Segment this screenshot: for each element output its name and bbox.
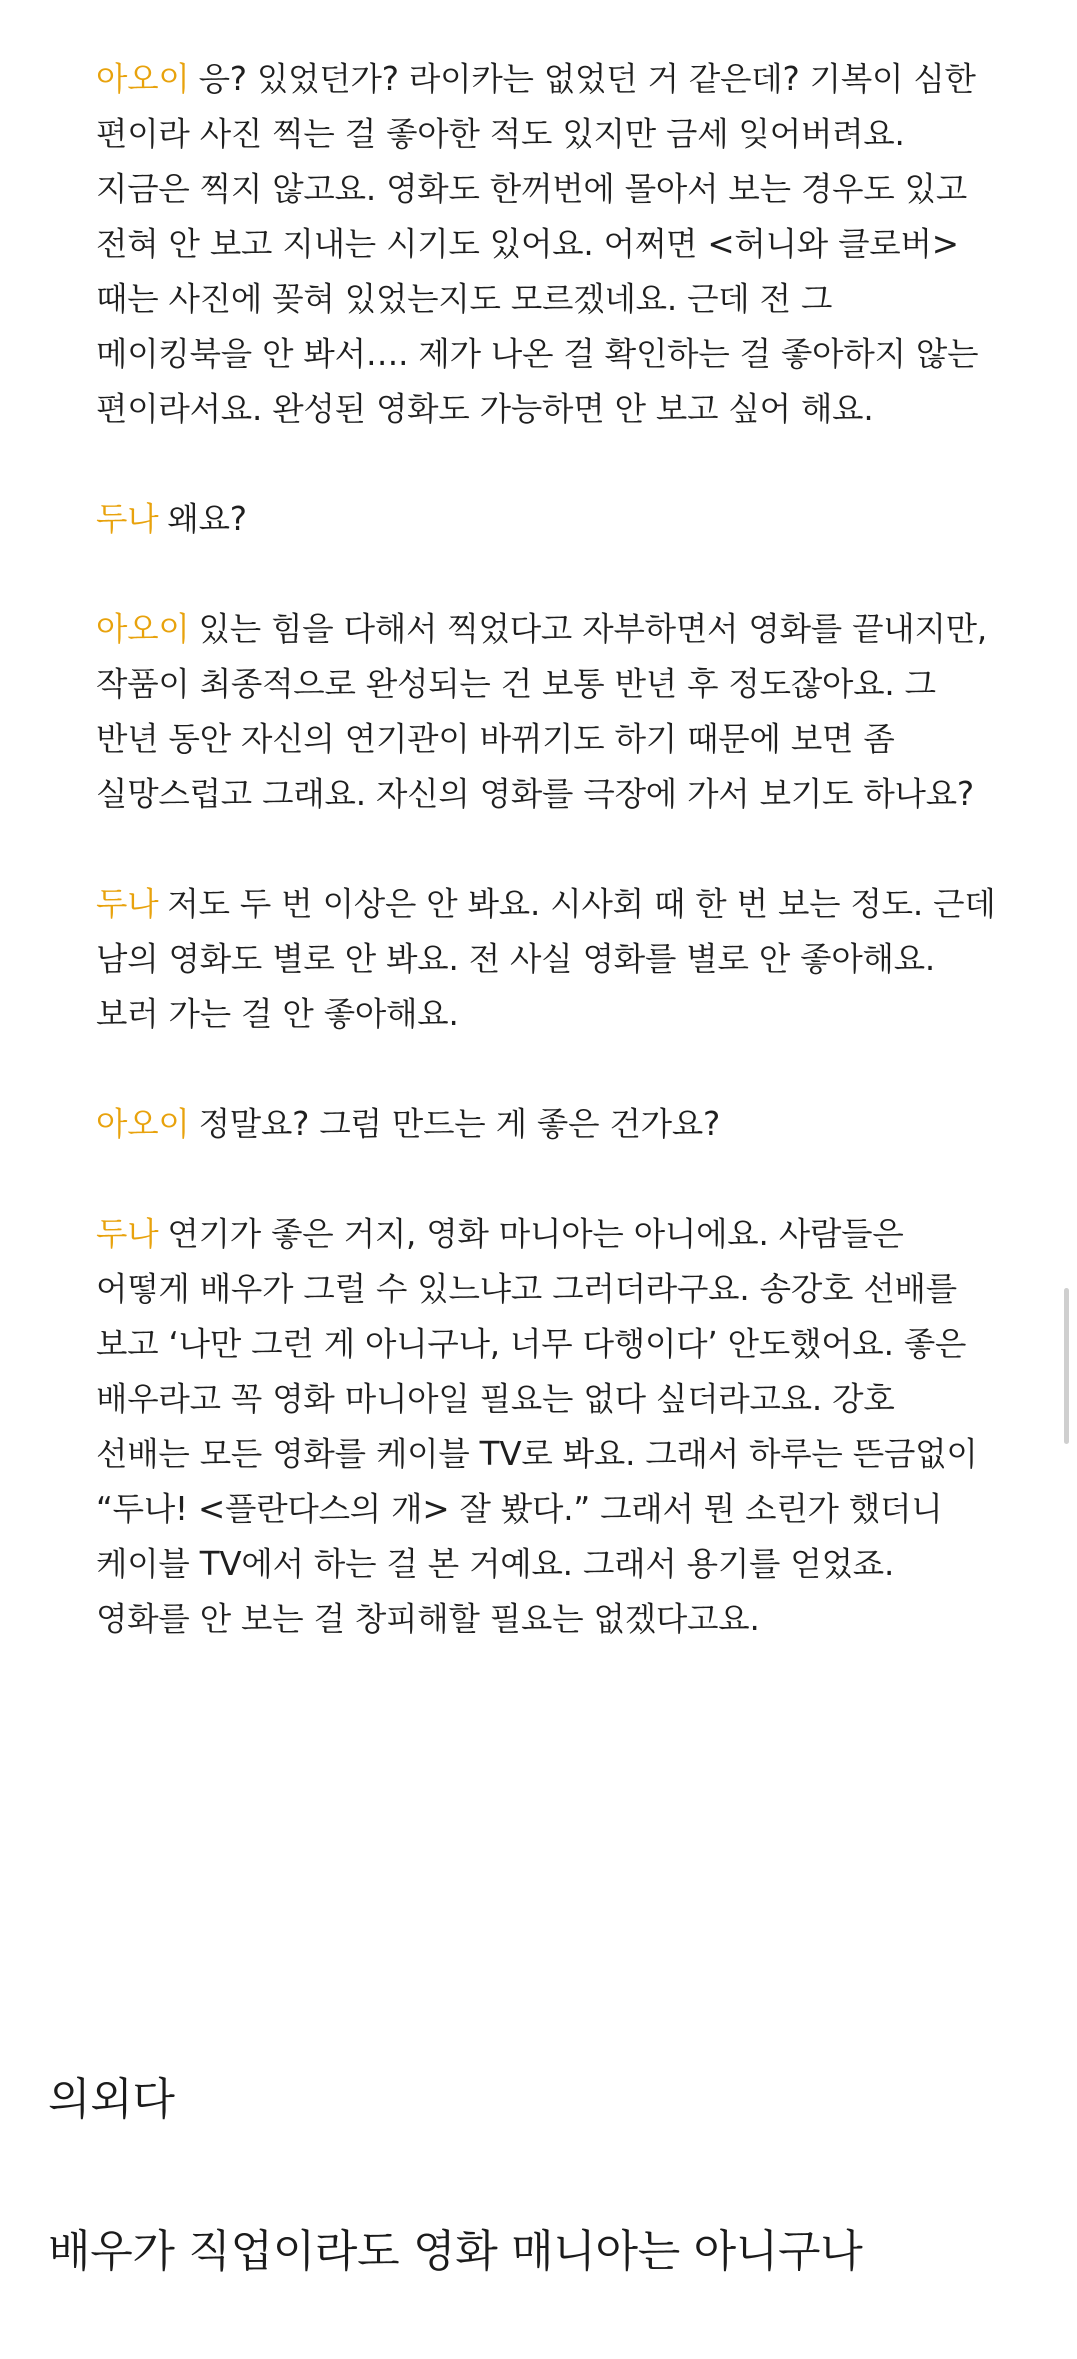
dialogue-paragraph	[96, 1097, 996, 1152]
speaker-name: 두나	[96, 1215, 159, 1253]
dialogue-paragraph	[96, 52, 996, 437]
dialogue-paragraph	[96, 1207, 996, 1647]
comment-line: 배우가 직업이라도 영화 매니아는 아니구나	[48, 2226, 863, 2277]
scrollbar-thumb[interactable]	[1064, 1288, 1069, 1444]
speaker-name: 두나	[96, 500, 159, 538]
dialogue-paragraph	[96, 602, 996, 822]
dialogue-text: 응? 있었던가? 라이카는 없었던 거 같은데? 기복이 심한 편이라 사진 찍는 걸 좋아한 적도 있지만 금세 잊어버려요. 지금은 찍지 않고요. 영화도 한꺼번에 몰아서 보는 경우도 있고 전혀 안 보고 지내는 시기도 있어요. 어쩌면 <허니와 클로버> 때는 사진에 꽂혀 있었는지도 모르겠네요. 근데 전 그 메이킹북을 안 봐서…. 제가 나온 걸 확인하는 걸 좋아하지 않는 편이라서요. 완성된 영화도 가능하면 안 보고 싶어 해요.	[96, 60, 979, 428]
dialogue-paragraph	[96, 877, 996, 1042]
dialogue-text: 있는 힘을 다해서 찍었다고 자부하면서 영화를 끝내지만, 작품이 최종적으로 완성되는 건 보통 반년 후 정도잖아요. 그 반년 동안 자신의 연기관이 바뀌기도 하기 때문에 보면 좀 실망스럽고 그래요. 자신의 영화를 극장에 가서 보기도 하나요?	[96, 610, 987, 813]
dialogue-text: 정말요? 그럼 만드는 게 좋은 건가요?	[198, 1105, 721, 1143]
speaker-name: 두나	[96, 885, 159, 923]
speaker-name: 아오이	[96, 60, 190, 98]
dialogue-text: 연기가 좋은 거지, 영화 마니아는 아니에요. 사람들은 어떻게 배우가 그럴 수 있느냐고 그러더라구요. 송강호 선배를 보고 ‘나만 그런 게 아니구나, 너무 다행이다’ 안도했어요. 좋은 배우라고 꼭 영화 마니아일 필요는 없다 싶더라고요. 강호 선배는 모든 영화를 케이블 TV로 봐요. 그래서 하루는 뜬금없이 “두나! <플란다스의 개> 잘 봤다.” 그래서 뭔 소린가 했더니 케이블 TV에서 하는 걸 본 거예요. 그래서 용기를 얻었죠. 영화를 안 보는 걸 창피해할 필요는 없겠다고요.	[96, 1215, 978, 1638]
speaker-name: 아오이	[96, 1105, 190, 1143]
post-comment-text	[48, 2070, 1048, 2282]
comment-line: 의외다	[48, 2074, 175, 2125]
interview-article	[96, 52, 996, 1702]
dialogue-paragraph	[96, 492, 996, 547]
speaker-name: 아오이	[96, 610, 190, 648]
dialogue-text: 저도 두 번 이상은 안 봐요. 시사회 때 한 번 보는 정도. 근데 남의 영화도 별로 안 봐요. 전 사실 영화를 별로 안 좋아해요. 보러 가는 걸 안 좋아해요.	[96, 885, 996, 1033]
dialogue-text: 왜요?	[167, 500, 247, 538]
